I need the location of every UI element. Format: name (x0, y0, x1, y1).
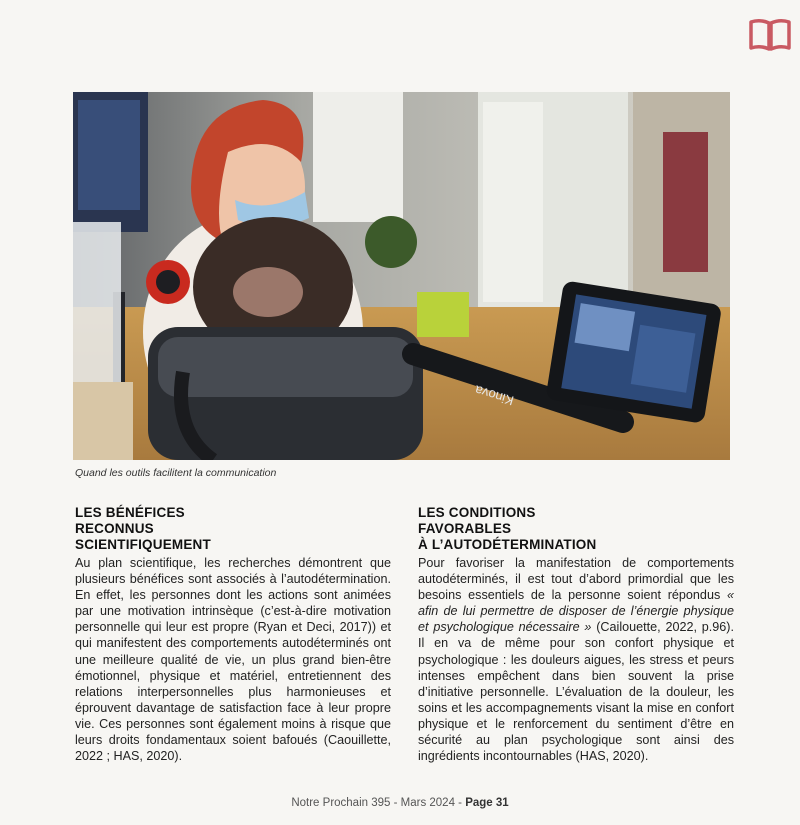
left-body-text: Au plan scientifique, les recherches démontrent que plusieurs bénéfices sont associés à l’autodétermination. En effet, les personnes dont les actions sont animées par une motivation intrinsèque (c’est-à-dire motivation personnelle qui leur est propre (Ryan et Deci, 2017)) et qui manifestent des comportements autodéterminés ont une meilleure qualité de vie, un plus grand bien-être émotionnel, physique et matériel, entretiennent des relations interpersonnelles plus harmonieuses et éprouvent davantage de satisfaction face à leur propre vie. Ces personnes sont également moins à risque que leurs droits fondamentaux soient bafoués (Caouillette, 2022 ; HAS, 2020). (75, 556, 391, 764)
device-brand-label: Kinova (473, 382, 516, 409)
article-photo (73, 92, 730, 460)
right-body-text (418, 555, 734, 764)
left-heading-line: RECONNUS (75, 521, 154, 536)
right-body-quote: « afin de lui permettre de disposer de l’énergie physique et psychologique nécessaire » (418, 588, 734, 635)
right-heading-line: LES CONDITIONS (418, 505, 536, 520)
right-body-start: Pour favoriser la manifestation de comportements autodéterminés, il est tout d’abord primordial que les besoins essentiels de la personne soient répondus (418, 556, 734, 603)
right-column (418, 505, 734, 764)
right-body-end: (Cailouette, 2022, p.96). Il en va de même pour son confort physique et psychologique : les douleurs aigues, les stress et peurs intenses empêchent dans bien souvent la prise d’initiative personnelle. L’évaluation de la douleur, les soins et les accompagnements visant la mise en confort physique et le renforcement du sentiment d’être en sécurité au plan psychologique sont ainsi des ingrédients incontournables (HAS, 2020). (418, 620, 734, 764)
left-heading-line: LES BÉNÉFICES (75, 505, 185, 520)
right-heading-line: À L’AUTODÉTERMINATION (418, 537, 597, 552)
footer-publication: Notre Prochain 395 - Mars 2024 - (291, 797, 466, 809)
page-footer (0, 797, 800, 809)
left-heading-line: SCIENTIFIQUEMENT (75, 537, 211, 552)
photo-caption: Quand les outils facilitent la communication (75, 467, 277, 479)
left-column (75, 505, 391, 764)
right-heading-line: FAVORABLES (418, 521, 512, 536)
book-icon (748, 18, 792, 52)
left-heading (75, 505, 391, 553)
right-heading (418, 505, 734, 553)
page-number: Page 31 (465, 797, 509, 809)
